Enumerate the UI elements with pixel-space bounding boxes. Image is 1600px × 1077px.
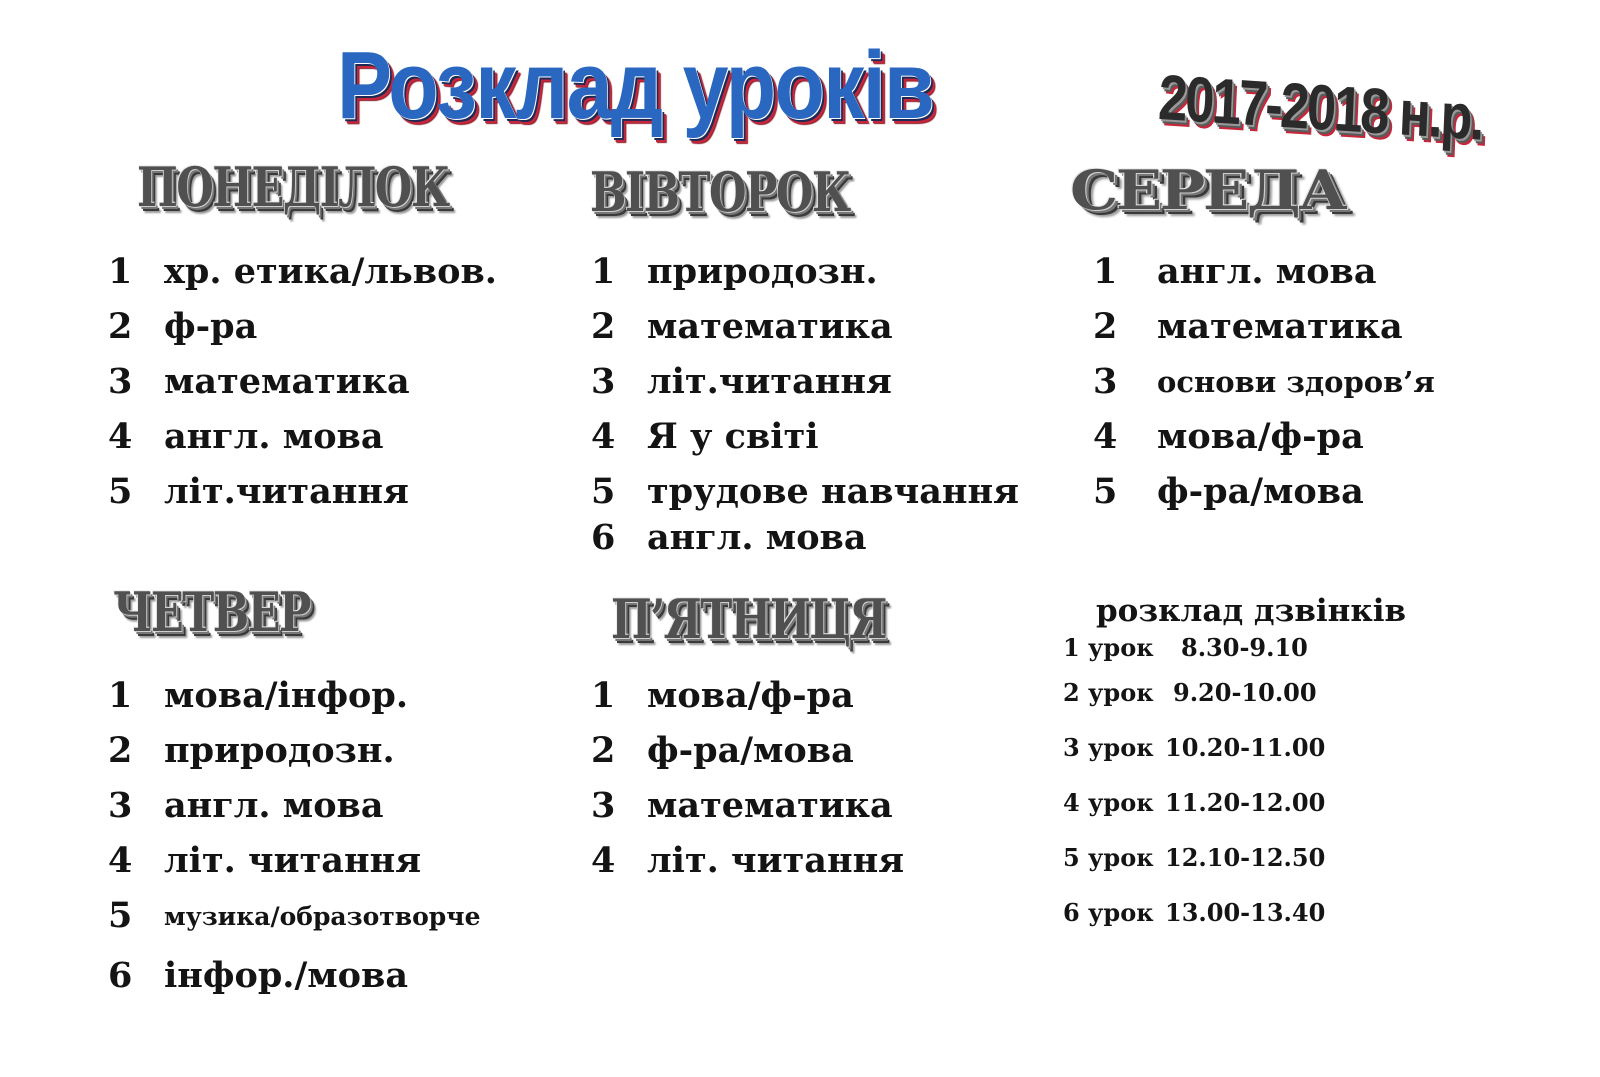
bell-time: 9.20-10.00 (1173, 678, 1317, 707)
lesson-number: 1 (591, 251, 616, 292)
lesson-number: 1 (591, 675, 616, 716)
lesson-number: 1 (108, 251, 133, 292)
lesson-subject: основи здоров’я (1157, 365, 1435, 399)
lesson-subject: мова/інфор. (164, 675, 409, 716)
lesson-subject: англ. мова (1157, 251, 1377, 292)
bell-lesson-label: 6 урок (1063, 898, 1154, 927)
lesson-subject: ф-ра/мова (1157, 471, 1364, 512)
day-title-wednesday: СЕРЕДА (1070, 158, 1346, 222)
page-title: Розклад уроків (337, 32, 934, 139)
lesson-subject: природозн. (164, 730, 395, 771)
lesson-number: 2 (108, 730, 133, 771)
lesson-number: 6 (591, 517, 616, 558)
lesson-number: 3 (108, 785, 133, 826)
lesson-subject: літ.читання (647, 361, 892, 402)
lesson-subject: ф-ра (164, 306, 258, 347)
lesson-number: 2 (591, 306, 616, 347)
lesson-number: 2 (1093, 306, 1118, 347)
lesson-number: 2 (591, 730, 616, 771)
bell-row (1063, 788, 1325, 817)
lesson-number: 4 (1093, 416, 1118, 457)
lesson-subject: англ. мова (647, 517, 867, 558)
lesson-subject: математика (164, 361, 410, 402)
lesson-subject: математика (647, 306, 893, 347)
lesson-subject: англ. мова (164, 416, 384, 457)
lesson-subject: мова/ф-ра (647, 675, 854, 716)
lesson-subject: літ.читання (164, 471, 409, 512)
lesson-number: 1 (108, 675, 133, 716)
bell-row (1063, 733, 1325, 762)
bell-time: 10.20-11.00 (1165, 733, 1326, 762)
day-title-tuesday: ВІВТОРОК (590, 160, 850, 224)
lesson-subject: трудове навчання (647, 471, 1020, 512)
lesson-number: 3 (1093, 361, 1118, 402)
lesson-subject: літ. читання (164, 840, 422, 881)
bell-lesson-label: 1 урок (1063, 633, 1154, 662)
bell-row (1063, 633, 1308, 662)
lesson-subject: англ. мова (164, 785, 384, 826)
bell-time: 11.20-12.00 (1165, 788, 1326, 817)
bell-row (1063, 678, 1317, 707)
lesson-subject: Я у світі (647, 416, 819, 457)
lesson-number: 5 (108, 471, 133, 512)
lesson-subject: ф-ра/мова (647, 730, 854, 771)
day-title-thursday: ЧЕТВЕР (113, 580, 310, 644)
bell-lesson-label: 3 урок (1063, 733, 1154, 762)
bell-time: 13.00-13.40 (1165, 898, 1326, 927)
lesson-number: 2 (108, 306, 133, 347)
lesson-subject: математика (1157, 306, 1403, 347)
lesson-subject: хр. етика/львов. (164, 251, 497, 292)
bell-lesson-label: 5 урок (1063, 843, 1154, 872)
bell-time: 8.30-9.10 (1181, 633, 1308, 662)
lesson-number: 5 (1093, 471, 1118, 512)
lesson-number: 4 (108, 840, 133, 881)
lesson-number: 5 (108, 895, 133, 936)
lesson-number: 3 (591, 785, 616, 826)
school-year: 2017-2018 н.р. (1157, 61, 1484, 154)
lesson-number: 4 (591, 416, 616, 457)
bell-row (1063, 843, 1325, 872)
lesson-number: 4 (108, 416, 133, 457)
lesson-subject: інфор./мова (164, 955, 409, 996)
lesson-subject: музика/образотворче (164, 902, 481, 931)
lesson-number: 4 (591, 840, 616, 881)
lesson-number: 6 (108, 955, 133, 996)
lesson-number: 3 (108, 361, 133, 402)
lesson-number: 1 (1093, 251, 1118, 292)
bell-lesson-label: 4 урок (1063, 788, 1154, 817)
lesson-subject: математика (647, 785, 893, 826)
day-title-monday: ПОНЕДІЛОК (137, 155, 449, 219)
bell-schedule-title: розклад дзвінків (1096, 593, 1407, 629)
lesson-number: 5 (591, 471, 616, 512)
bell-lesson-label: 2 урок (1063, 678, 1154, 707)
lesson-subject: літ. читання (647, 840, 905, 881)
lesson-subject: природозн. (647, 251, 878, 292)
day-title-friday: П’ЯТНИЦЯ (611, 587, 886, 651)
bell-row (1063, 898, 1325, 927)
lesson-subject: мова/ф-ра (1157, 416, 1364, 457)
bell-time: 12.10-12.50 (1165, 843, 1326, 872)
lesson-number: 3 (591, 361, 616, 402)
